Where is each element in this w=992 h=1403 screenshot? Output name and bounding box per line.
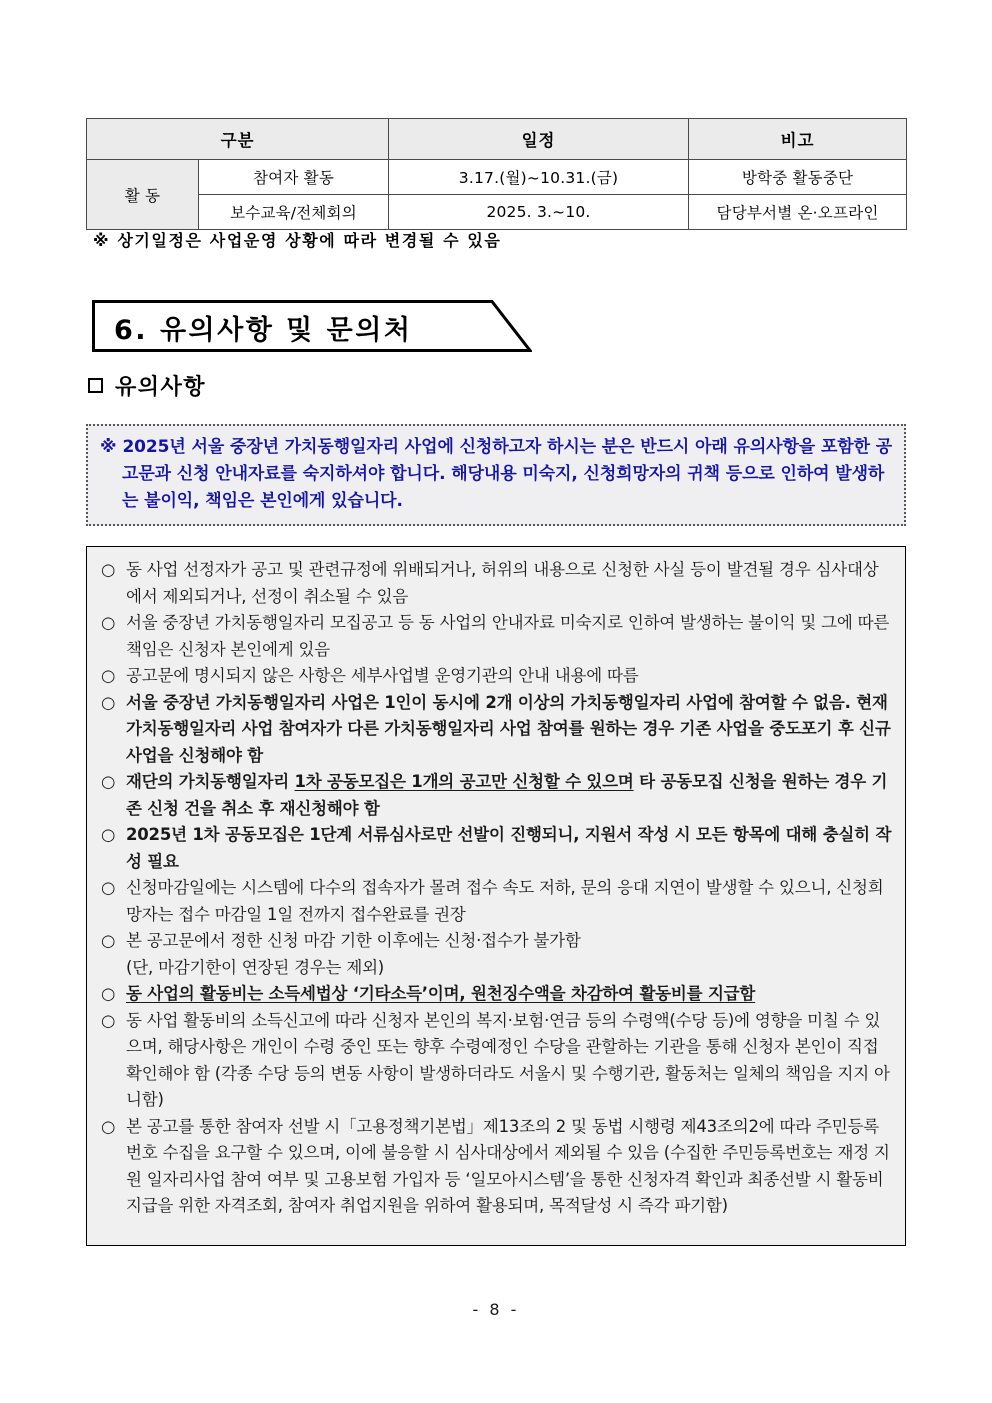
header-cell-category: 구분 <box>87 119 389 160</box>
list-item <box>101 610 893 663</box>
row-note-training-meeting: 담당부서별 온·오프라인 <box>689 195 907 230</box>
subsection-heading-label: 유의사항 <box>115 375 207 400</box>
table-row <box>87 195 907 230</box>
list-item-text: 재단의 가치동행일자리 1차 공동모집은 1개의 공고만 신청할 수 있으며 타 공동모집 신청을 원하는 경우 기존 신청 건을 취소 후 재신청해야 함 <box>126 772 888 818</box>
notice-text: 2025년 서울 중장년 가치동행일자리 사업에 신청하고자 하시는 분은 반드시 아래 유의사항을 포함한 공고문과 신청 안내자료를 숙지하셔야 합니다. 해당내용 미숙지, 신청희망자의 귀책 등으로 인하여 발생하는 불이익, 책임은 본인에게 있습니다. <box>122 437 893 511</box>
schedule-table-wrapper <box>86 118 906 230</box>
list-item <box>101 690 893 770</box>
list-item-text: 서울 중장년 가치동행일자리 모집공고 등 동 사업의 안내자료 미숙지로 인하여 발생하는 불이익 및 그에 따른 책임은 신청자 본인에게 있음 <box>126 613 890 659</box>
list-item-text: 동 사업 활동비의 소득신고에 따라 신청자 본인의 복지·보험·연금 등의 수령액(수당 등)에 영향을 미칠 수 있으며, 해당사항은 개인이 수령 중인 또는 향후 수령예정인 수당을 관할하는 기관을 통해 신청자 본인이 직접 확인해야 함 (각종 수당 등의 변동 사항이 발생하더라도 서울시 및 수행기관, 활동처는 일체의 책임을 지지 아니함) <box>126 1010 890 1109</box>
circle-bullet-icon: ○ <box>101 984 116 1003</box>
list-item <box>101 557 893 610</box>
section-title: 6. 유의사항 및 문의처 <box>114 315 413 346</box>
table-header-row <box>87 119 907 160</box>
list-item-text: 본 공고문에서 정한 신청 마감 기한 이후에는 신청·접수가 불가함 (단, 마감기한이 연장된 경우는 제외) <box>126 931 581 977</box>
group-label-activity: 활 동 <box>87 160 199 230</box>
circle-bullet-icon: ○ <box>101 613 116 632</box>
list-item <box>101 1008 893 1114</box>
underlined-text: 동 사업의 활동비는 소득세법상 ‘기타소득’이며, 원천징수액을 차감하여 활동비를 지급함 <box>126 984 756 1003</box>
notice-paragraph <box>100 434 894 515</box>
list-item-text <box>126 981 893 1008</box>
list-item-text: 신청마감일에는 시스템에 다수의 접속자가 몰려 접수 속도 저하, 문의 응대 지연이 발생할 수 있으니, 신청희망자는 접수 마감일 1일 전까지 접수완료를 권장 <box>126 878 884 924</box>
circle-bullet-icon: ○ <box>101 772 116 791</box>
important-notice-box <box>86 424 906 526</box>
row-date-training-meeting: 2025. 3.~10. <box>389 195 689 230</box>
section-heading-ribbon <box>92 300 532 352</box>
square-bullet-icon <box>88 378 103 393</box>
list-item <box>101 928 893 981</box>
list-item <box>101 1114 893 1220</box>
header-cell-schedule: 일정 <box>389 119 689 160</box>
list-item <box>101 769 893 822</box>
list-item-text: 공고문에 명시되지 않은 사항은 세부사업별 운영기관의 안내 내용에 따름 <box>126 666 639 685</box>
schedule-table <box>86 118 907 230</box>
subsection-heading <box>88 370 206 401</box>
row-note-participant-activity: 방학중 활동중단 <box>689 160 907 195</box>
table-row <box>87 160 907 195</box>
circle-bullet-icon: ○ <box>101 931 116 950</box>
row-label-participant-activity: 참여자 활동 <box>199 160 389 195</box>
notice-mark-icon: ※ <box>100 437 117 457</box>
list-item-text: 본 공고를 통한 참여자 선발 시「고용정책기본법」제13조의 2 및 동법 시행령 제43조의2에 따라 주민등록번호 수집을 요구할 수 있으며, 이에 불응할 시 심사대상에서 제외될 수 있음 (수집한 주민등록번호는 재정 지원 일자리사업 참여 여부 및 고용보험 가입자 등 ‘일모아시스템’을 통한 신청자격 확인과 최종선발 시 활동비 지급을 위한 자격조회, 참여자 취업지원을 위하여 활용되며, 목적달성 시 즉각 파기함) <box>126 1116 890 1215</box>
notes-list-box <box>86 546 906 1246</box>
list-item <box>101 981 893 1008</box>
circle-bullet-icon: ○ <box>101 878 116 897</box>
row-date-participant-activity: 3.17.(월)~10.31.(금) <box>389 160 689 195</box>
list-item <box>101 663 893 690</box>
list-item-text: 동 사업 선정자가 공고 및 관련규정에 위배되거나, 허위의 내용으로 신청한 사실 등이 발견될 경우 심사대상에서 제외되거나, 선정이 취소될 수 있음 <box>126 560 879 606</box>
circle-bullet-icon: ○ <box>101 666 116 685</box>
list-item <box>101 822 893 875</box>
circle-bullet-icon: ○ <box>101 1116 116 1136</box>
list-item-text: 서울 중장년 가치동행일자리 사업은 1인이 동시에 2개 이상의 가치동행일자리 사업에 참여할 수 없음. 현재 가치동행일자리 사업 참여자가 다른 가치동행일자리 사업 참여를 원하는 경우 기존 사업을 중도포기 후 신규 사업을 신청해야 함 <box>126 692 891 765</box>
underlined-text: 1차 공동모집은 1개의 공고만 신청할 수 있으며 <box>294 772 634 791</box>
list-item <box>101 875 893 928</box>
list-item-text: 2025년 1차 공동모집은 1단계 서류심사로만 선발이 진행되니, 지원서 작성 시 모든 항목에 대해 충실히 작성 필요 <box>126 825 892 871</box>
notes-list <box>101 557 893 1220</box>
schedule-footnote: ※ 상기일정은 사업운영 상황에 따라 변경될 수 있음 <box>93 231 502 250</box>
circle-bullet-icon: ○ <box>101 825 116 844</box>
circle-bullet-icon: ○ <box>101 692 116 712</box>
header-cell-remarks: 비고 <box>689 119 907 160</box>
circle-bullet-icon: ○ <box>101 1010 116 1030</box>
page-number: - 8 - <box>472 1300 520 1319</box>
circle-bullet-icon: ○ <box>101 560 116 579</box>
row-label-training-meeting: 보수교육/전체회의 <box>199 195 389 230</box>
